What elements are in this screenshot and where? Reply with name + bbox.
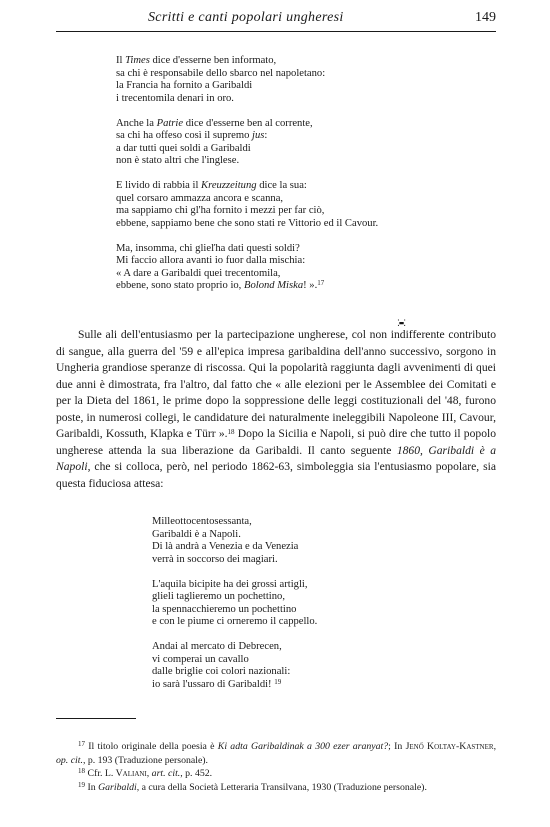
stanza: [152, 516, 317, 566]
italic-text: Bolond Miska: [243, 280, 304, 291]
italic-text: Patrie: [156, 117, 184, 129]
verse-line: Ma, insomma, chi glieľha dati questi soldi?: [116, 242, 300, 254]
verse-line: io sarà l'ussaro di Garibaldi! $^{19}$: [152, 677, 282, 690]
italic-text: Ki adta Garibaldinak a 300 ezer aranyat?: [217, 741, 389, 752]
verse-line: a dar tutti quei soldi a Garibaldi: [116, 142, 251, 154]
footnote-ref: 19: [78, 780, 85, 789]
stanza: [116, 243, 378, 293]
verse-line: Milleottocentosessanta,: [152, 516, 252, 527]
verse-line: la Francia ha fornito a Garibaldi: [116, 80, 253, 91]
verse-line: glieli taglieremo un pochettino,: [152, 591, 285, 602]
footnote-rule: [56, 718, 136, 719]
verse-line: vi comperai un cavallo: [152, 653, 249, 665]
italic-text: Kreuzzeitung: [201, 180, 257, 191]
body-paragraph: [56, 327, 496, 492]
poem-verses-1: [116, 55, 378, 305]
verse-line: Andai al mercato di Debrecen,: [152, 641, 282, 652]
footnotes: [56, 740, 496, 794]
italic-text: 1860, Garibaldi è a Napoli: [56, 443, 496, 473]
verse-line: Il Times dice d'esserne ben informato,: [116, 55, 277, 66]
verse-line: quel corsaro ammazza ancora e scanna,: [116, 192, 284, 204]
verse-line: ma sappiamo chi gl'ha fornito i mezzi per far ciò,: [116, 205, 325, 216]
italic-text: op. cit.: [56, 754, 83, 766]
author-name: Jenő Koltay-Kastner: [405, 741, 494, 752]
verse-line: Di là andrà a Venezia e da Venezia: [152, 541, 299, 552]
verse-line: Mi faccio allora avanti io fuor dalla mischia:: [116, 255, 306, 266]
verse-line: « A dare a Garibaldi quei trecentomila,: [116, 267, 281, 279]
italic-text: Garibaldi: [98, 781, 137, 793]
stanza: [152, 641, 317, 691]
verse-line: sa chi è responsabile dello sbarco nel napoletano:: [116, 67, 326, 79]
printer-mark: ⁚▪▪⁚: [397, 318, 406, 328]
verse-line: Anche la Patrie dice d'esserne ben al corrente,: [116, 117, 313, 129]
verse-line: i trecentomila denari in oro.: [116, 92, 234, 104]
verse-line: Garibaldi è a Napoli.: [152, 528, 241, 540]
verse-line: sa chi ha offeso così il supremo jus:: [116, 130, 268, 141]
main-paragraph: Sulle ali dell'entusiasmo per la partecipazione ungherese, col non indifferente contributo di sangue, alla guerra del '59 e all'epica impresa garibaldina dell'anno successivo, sorgono in Ungheria grandiose speranze di riscossa. Qui la popolarità raggiunta dagli avvenimenti di quei due anni è dimostrata, fra l'altro, dal fatto che « alle elezioni per le Assemblee dei Comitati e per la Dieta del 1861, le prime dopo la soppressione delle leggi costituzionali del '48, furono poste, in numerosi collegi, le candidature dei naturalmente ineleggibili Napoleone III, Cavour, Garibaldi, Kossuth, Klapka e Türr ».$^{18}$ Dopo la Sicilia e Napoli, si può dire che tutto il popolo ungherese attenda la sua liberazione da Garibaldi. Il canto seguente 1860, Garibaldi è a Napoli, che si colloca, però, nel periodo 1862-63, simboleggia sia l'entusiasmo popolare, sia questa fiduciosa attesa:: [56, 328, 497, 490]
footnote: $^{19}$ In Garibaldi, a cura della Società Letteraria Transilvana, 1930 (Traduzione personale).: [78, 780, 427, 793]
italic-text: jus: [252, 130, 265, 141]
italic-text: art. cit.: [151, 768, 181, 780]
footnote-ref: 18: [78, 767, 85, 776]
verse-line: la spennacchieremo un pochettino: [152, 603, 297, 615]
verse-line: L'aquila bicipite ha dei grossi artigli,: [152, 578, 308, 590]
stanza: [116, 118, 378, 168]
author-name: L. Valiani: [104, 768, 147, 780]
footnote-ref: 17: [317, 279, 325, 287]
header-rule: [56, 31, 496, 32]
running-header: [56, 10, 496, 32]
stanza: [116, 55, 378, 105]
footnote: $^{17}$ Il titolo originale della poesia è Ki adta Garibaldinak a 300 ezer aranyat?; In Jenő Koltay-Kastner, op. cit., p. 193 (Traduzione personale).: [56, 740, 497, 766]
stanza: [116, 180, 378, 230]
footnote-ref: 19: [274, 677, 282, 686]
verse-line: ebbene, sappiamo bene che sono stati re Vittorio ed il Cavour.: [116, 217, 379, 229]
footnote: $^{18}$ Cfr. L. Valiani, art. cit., p. 452.: [78, 767, 213, 780]
verse-line: dalle briglie coi colori nazionali:: [152, 666, 291, 677]
verse-line: ebbene, sono stato proprio io, Bolond Miska! ».$^{17}$: [116, 279, 325, 291]
footnote-ref: 18: [227, 428, 235, 436]
italic-text: Times: [125, 55, 150, 66]
verse-line: non è stato altri che l'inglese.: [116, 155, 240, 166]
verse-line: E livido di rabbia il Kreuzzeitung dice la sua:: [116, 180, 307, 191]
page-number: 149: [475, 10, 496, 25]
footnote-ref: 17: [78, 740, 85, 748]
verse-line: e con le piume ci orneremo il cappello.: [152, 616, 318, 627]
running-title: Scritti e canti popolari ungheresi: [148, 10, 344, 25]
stanza: [152, 579, 317, 629]
verse-line: verrà in soccorso dei magiari.: [152, 553, 278, 565]
poem-verses-2: [152, 516, 317, 704]
